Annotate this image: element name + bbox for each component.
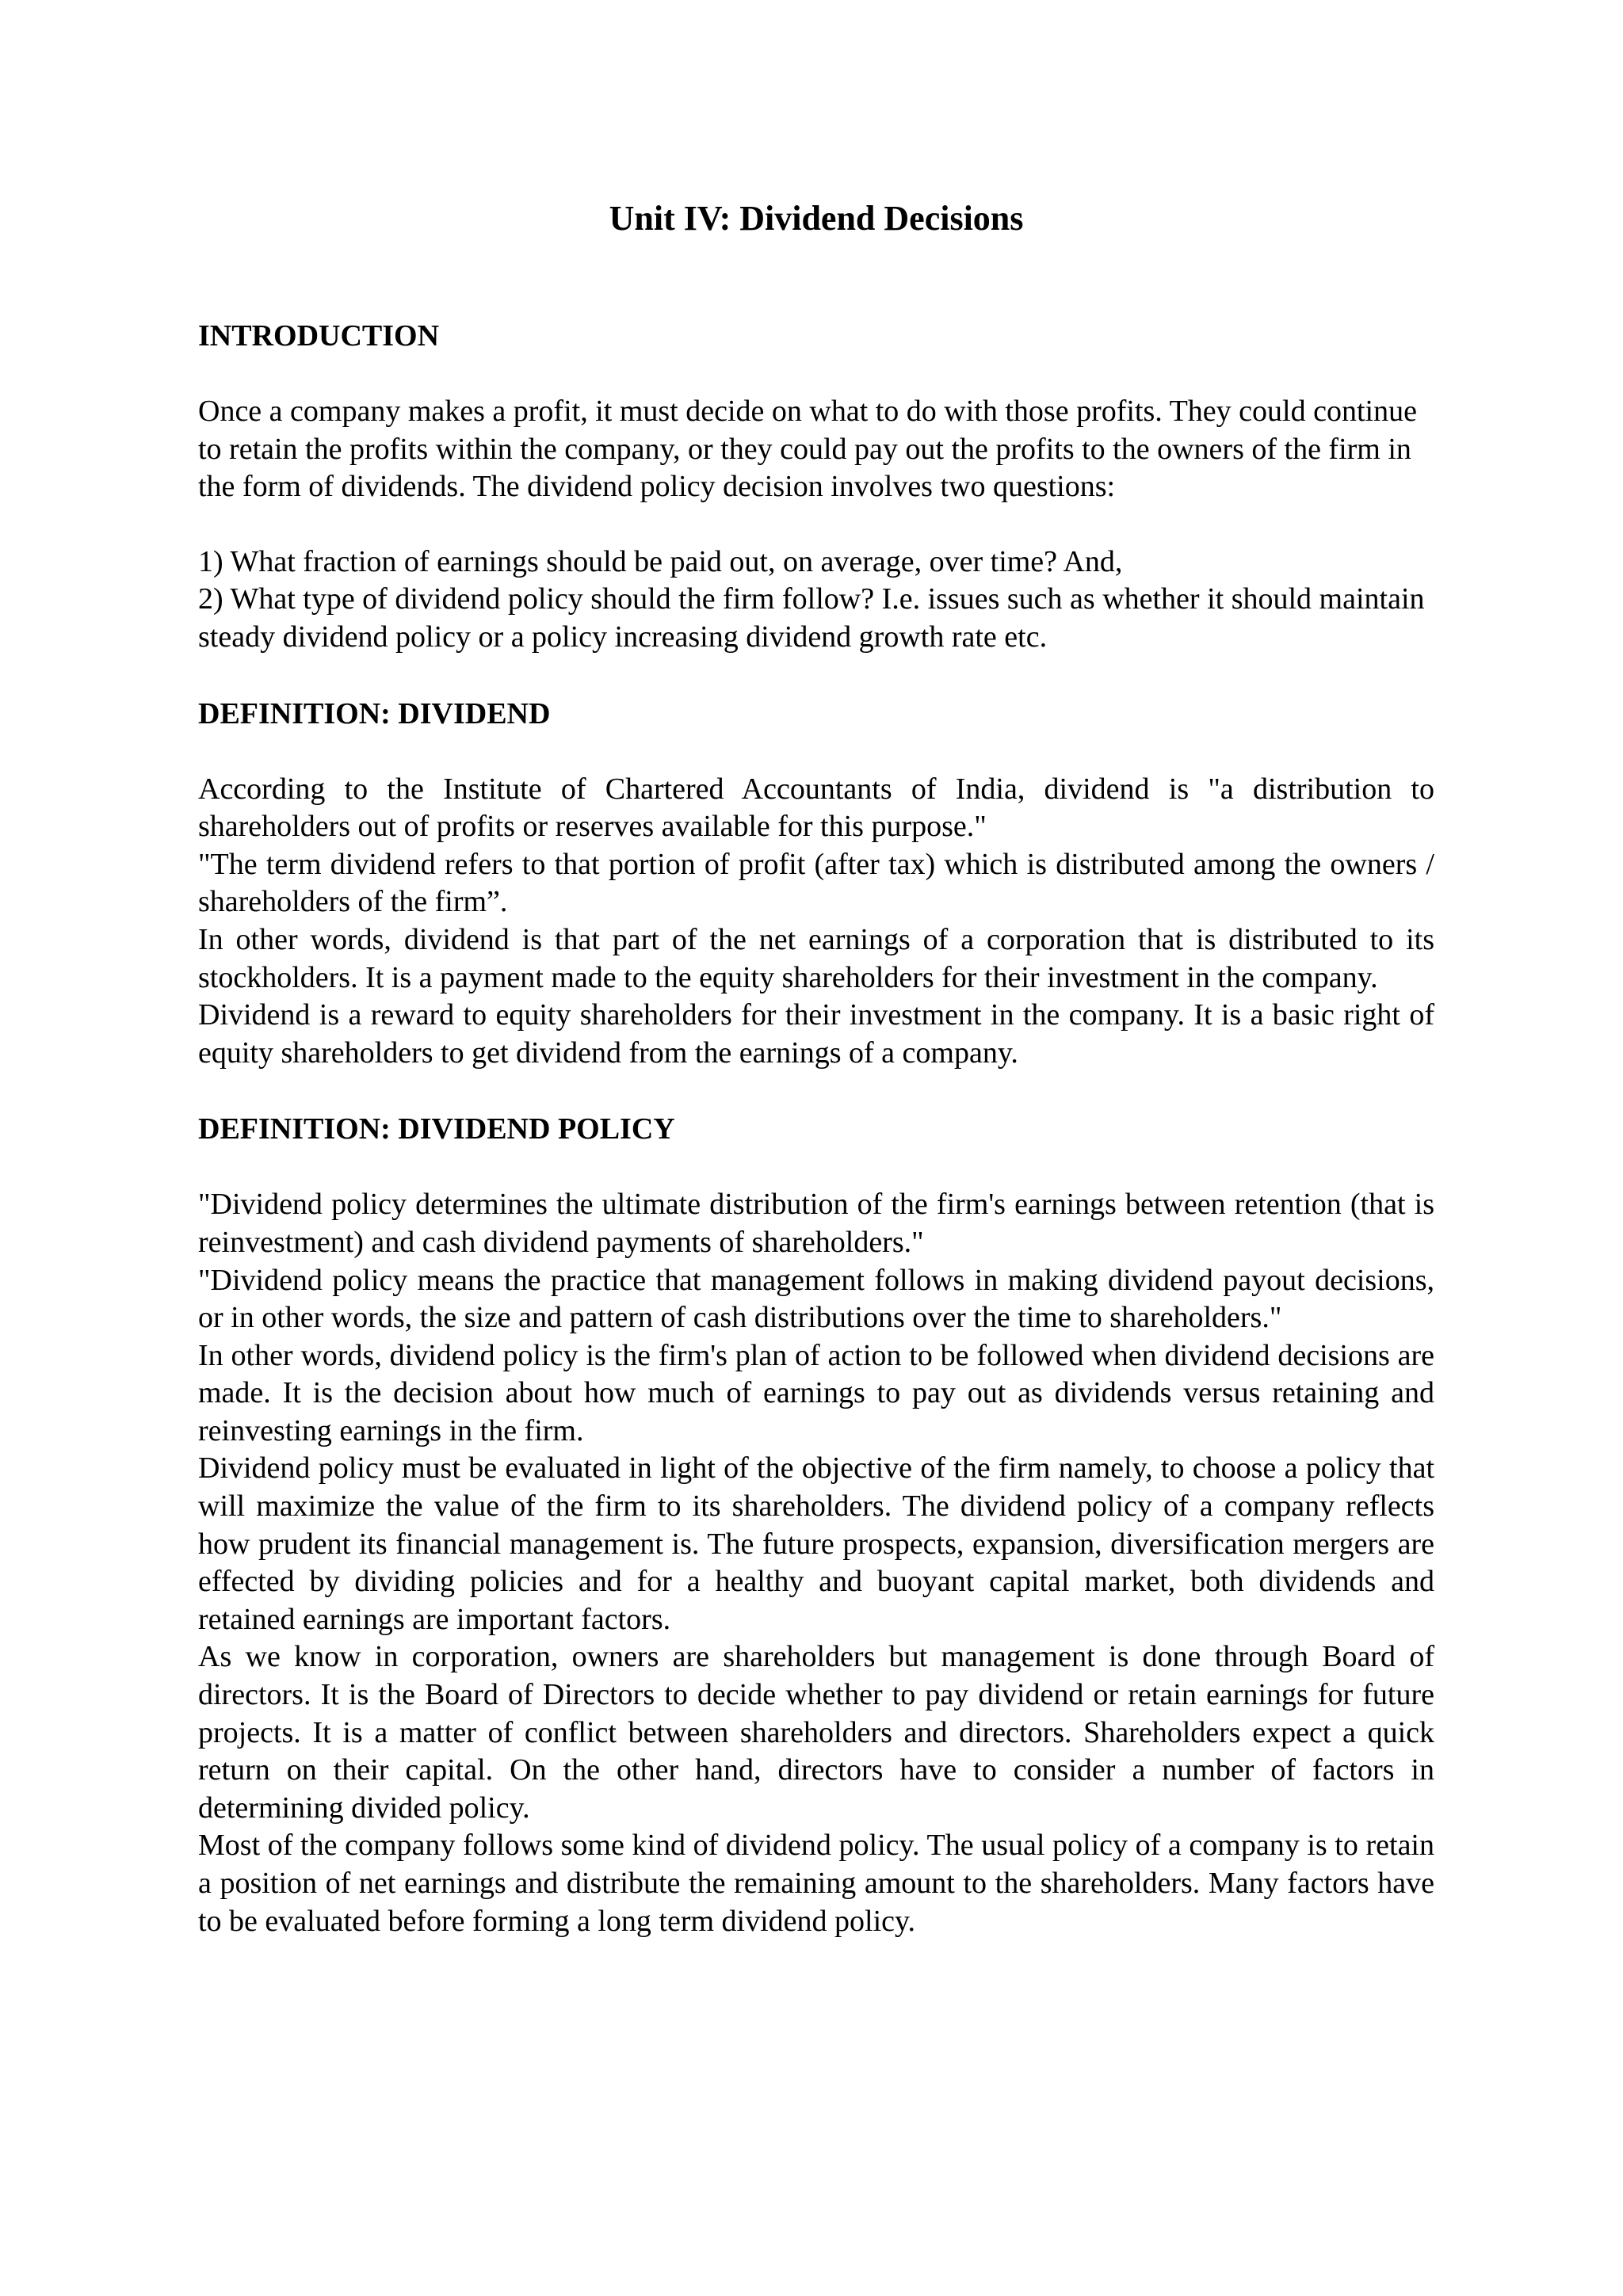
section-introduction (198, 317, 1434, 695)
policy-paragraph-4: Dividend policy must be evaluated in light of the objective of the firm namely, to choose a policy that will maximize the value of the firm to its shareholders. The dividend policy of a company reflects how prudent its financial management is. The future prospects, expansion, diversification mergers are effected by dividing policies and for a healthy and buoyant capital market, both dividends and retained earnings are important factors. (198, 1451, 1434, 1636)
heading-definition-dividend-policy: DEFINITION: DIVIDEND POLICY (198, 1112, 675, 1146)
heading-introduction: INTRODUCTION (198, 319, 440, 353)
document-title: Unit IV: Dividend Decisions (609, 199, 1024, 238)
policy-paragraph-3: In other words, dividend policy is the firm's plan of action to be followed when dividend decisions are made. It is the decision about how much of earnings to pay out as dividends versus retaining and reinvesting earnings in the firm. (198, 1338, 1434, 1447)
section-definition-dividend-policy (198, 1110, 1434, 1940)
policy-paragraph-2: "Dividend policy means the practice that management follows in making dividend payout decisions, or in other words, the size and pattern of cash distributions over the time to shareholders." (198, 1263, 1434, 1335)
policy-paragraph-1: "Dividend policy determines the ultimate distribution of the firm's earnings between retention (that is reinvestment) and cash dividend payments of shareholders." (198, 1188, 1434, 1259)
intro-question-2: 2) What type of dividend policy should the firm follow? I.e. issues such as whether it should maintain steady dividend policy or a policy increasing dividend growth rate etc. (198, 582, 1425, 654)
dividend-paragraph-3: In other words, dividend is that part of the net earnings of a corporation that is distributed to its stockholders. It is a payment made to the equity shareholders for their investment in the company. (198, 922, 1434, 994)
section-definition-dividend (198, 695, 1434, 1111)
dividend-paragraph-2: "The term dividend refers to that portion of profit (after tax) which is distributed among the owners / shareholders of the firm”. (198, 847, 1434, 919)
heading-definition-dividend: DEFINITION: DIVIDEND (198, 696, 551, 730)
intro-paragraph: Once a company makes a profit, it must decide on what to do with those profits. They could continue to retain the profits within the company, or they could pay out the profits to the owners of the firm in the form of dividends. The dividend policy decision involves two questions: (198, 395, 1417, 504)
intro-question-1: 1) What fraction of earnings should be paid out, on average, over time? And, (198, 544, 1123, 578)
dividend-paragraph-1: According to the Institute of Chartered Accountants of India, dividend is "a distribution to shareholders out of profits or reserves available for this purpose." (198, 772, 1434, 844)
policy-paragraph-5: As we know in corporation, owners are shareholders but management is done through Board of directors. It is the Board of Directors to decide whether to pay dividend or retain earnings for future projects. It is a matter of conflict between shareholders and directors. Shareholders expect a quick return on their capital. On the other hand, directors have to consider a number of factors in determining divided policy. (198, 1640, 1434, 1825)
policy-paragraph-6: Most of the company follows some kind of dividend policy. The usual policy of a company is to retain a position of net earnings and distribute the remaining amount to the shareholders. Many factors have to be evaluated before forming a long term dividend policy. (198, 1829, 1434, 1938)
document-page (198, 196, 1434, 1940)
dividend-paragraph-4: Dividend is a reward to equity shareholders for their investment in the company. It is a basic right of equity shareholders to get dividend from the earnings of a company. (198, 998, 1434, 1070)
